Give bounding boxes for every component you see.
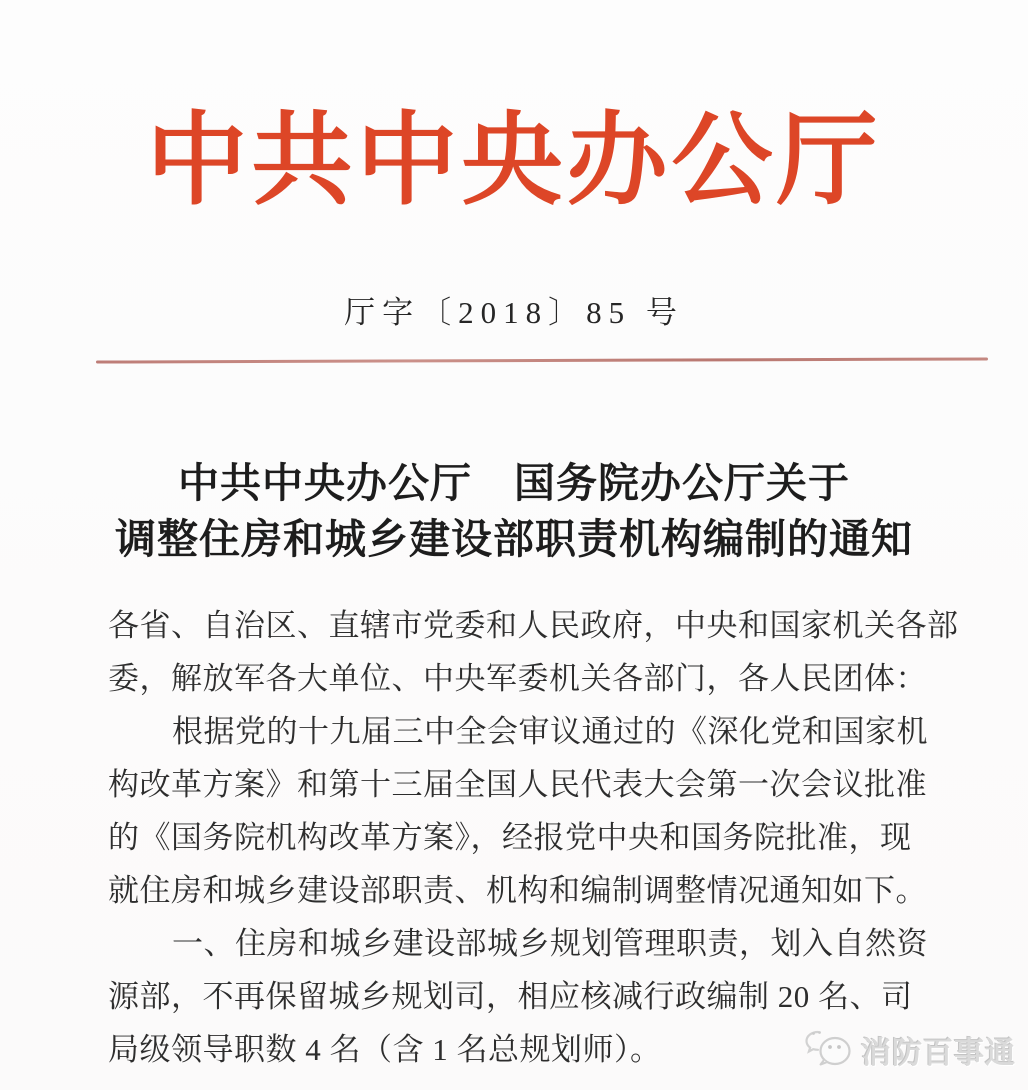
letterhead-title: 中共中央办公厅: [146, 105, 882, 217]
red-separator-rule: [96, 357, 988, 363]
body-line: 委，解放军各大单位、中央军委机关各部门，各人民团体：: [108, 661, 927, 696]
wechat-icon: [802, 1026, 856, 1074]
body-line: 就住房和城乡建设部职责、机构和编制调整情况通知如下。: [108, 873, 927, 908]
doc-title: [0, 455, 1028, 567]
body-line: 根据党的十九届三中全会审议通过的《深化党和国家机: [172, 714, 928, 749]
watermark: [802, 1026, 1016, 1074]
doc-title-line-2: 调整住房和城乡建设部职责机构编制的通知: [115, 516, 913, 562]
watermark-label: 消防百事通: [861, 1037, 1016, 1070]
body-line: 局级领导职数 4 名（含 1 名总规划师）。: [108, 1032, 662, 1067]
doc-title-line-1: 中共中央办公厅 国务院办公厅关于: [178, 460, 850, 506]
body-line: 的《国务院机构改革方案》，经报党中央和国务院批准，现: [108, 820, 912, 855]
body-line: 源部，不再保留城乡规划司，相应核减行政编制 20 名、司: [108, 979, 913, 1014]
body-line: 构改革方案》和第十三届全国人民代表大会第一次会议批准: [108, 767, 927, 802]
body-line: 一、住房和城乡建设部城乡规划管理职责，划入自然资: [172, 926, 928, 961]
body-line: 各省、自治区、直辖市党委和人民政府，中央和国家机关各部: [108, 608, 959, 643]
doc-number: 厅字〔2018〕85 号: [344, 295, 684, 330]
